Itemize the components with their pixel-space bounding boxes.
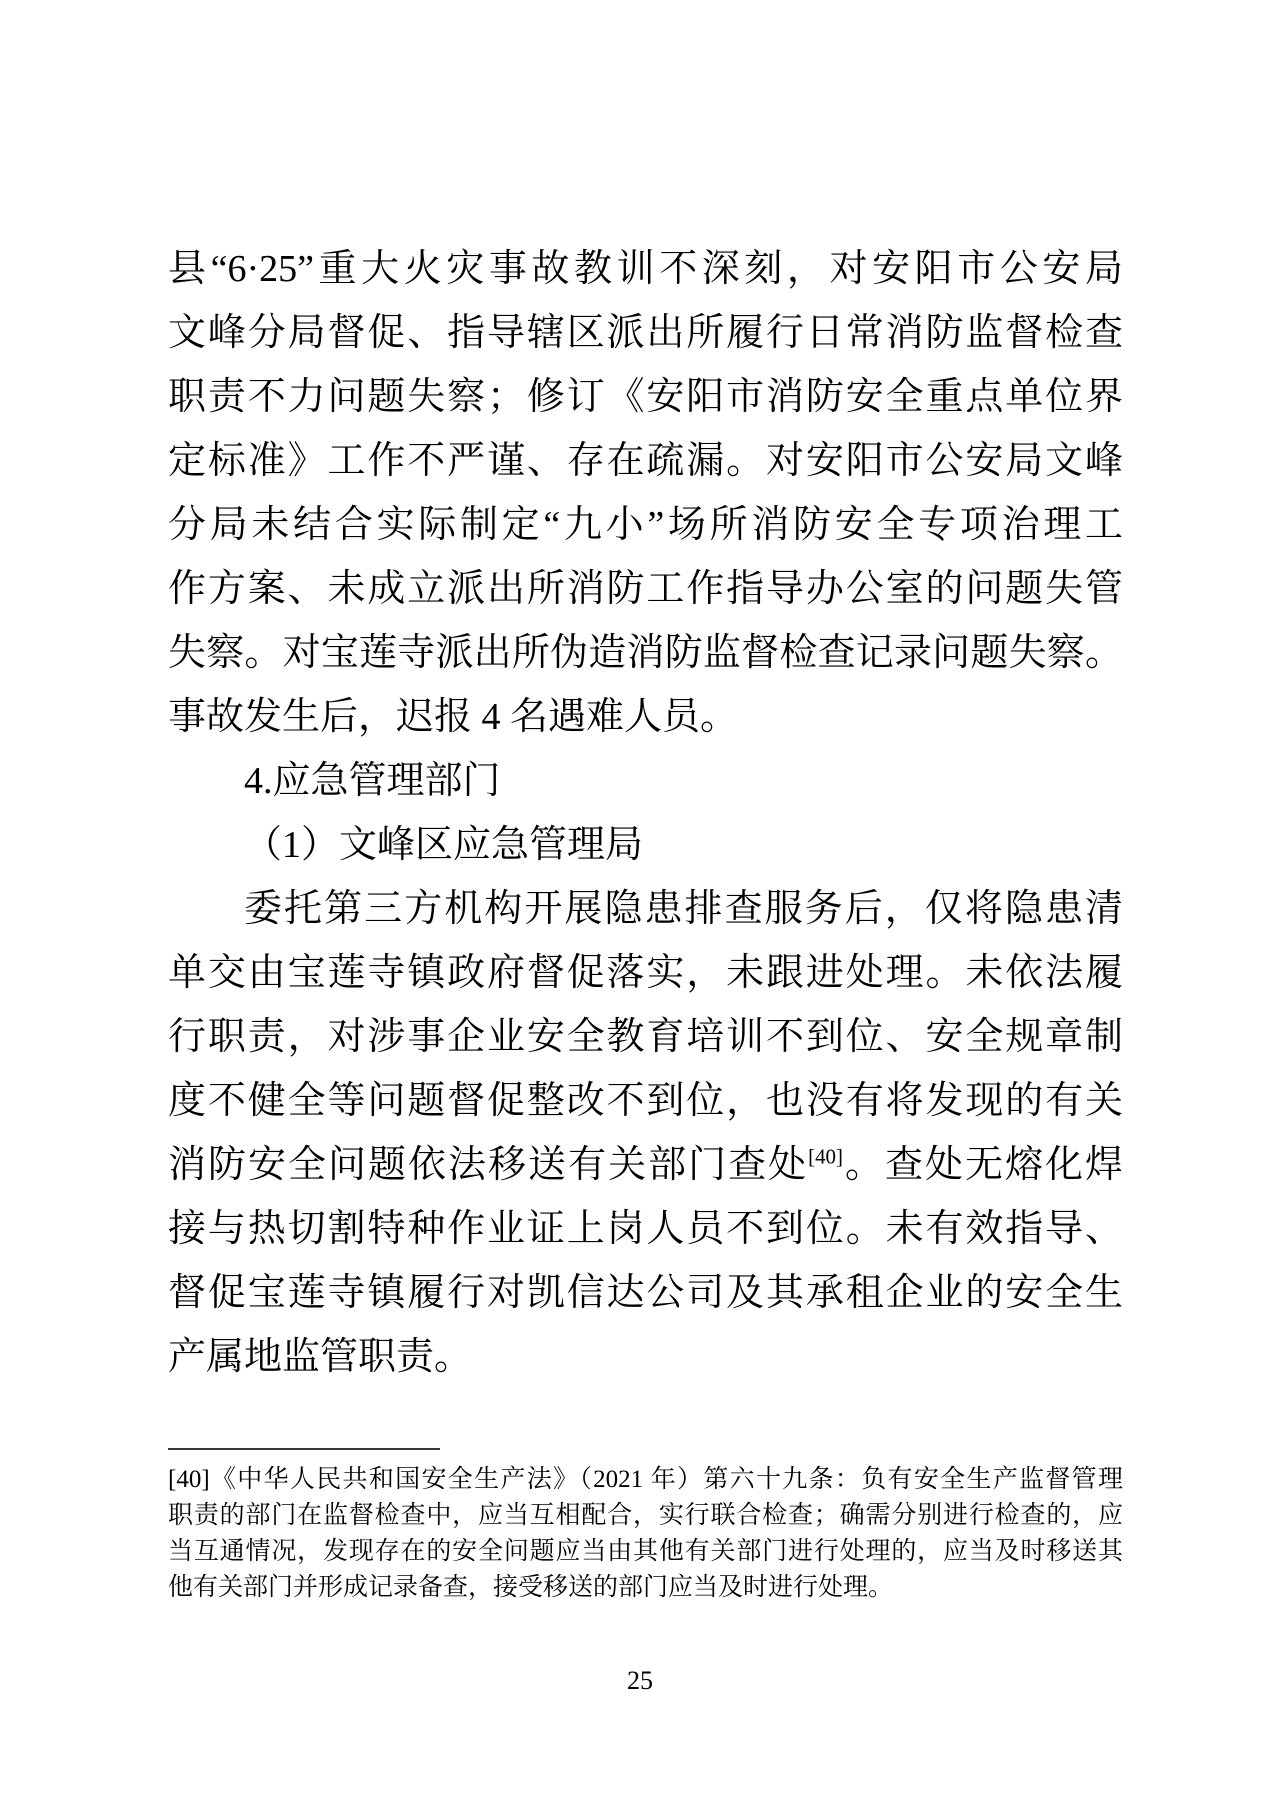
body-line: 县“6·25”重大火灾事故教训不深刻，对安阳市公安局 [168, 248, 1123, 290]
section-heading: 4.应急管理部门 [244, 760, 501, 802]
body-line: 产属地监管职责。 [168, 1336, 473, 1378]
subsection-heading: （1）文峰区应急管理局 [244, 824, 644, 866]
body-line: 行职责，对涉事企业安全教育培训不到位、安全规章制 [168, 1016, 1123, 1058]
footnote-line: [40]《中华人民共和国安全生产法》（2021 年）第六十九条：负有安全生产监督管理 [168, 1466, 1123, 1493]
page-number: 25 [627, 1666, 653, 1695]
body-line [168, 1133, 1123, 1197]
body-line: 度不健全等问题督促整改不到位，也没有将发现的有关 [168, 1080, 1123, 1122]
body-line: 文峰分局督促、指导辖区派出所履行日常消防监督检查 [168, 312, 1123, 354]
body-line: 分局未结合实际制定“九小”场所消防安全专项治理工 [168, 504, 1123, 546]
body-line: 单交由宝莲寺镇政府督促落实，未跟进处理。未依法履 [168, 952, 1123, 994]
footnote-line: 他有关部门并形成记录备查，接受移送的部门应当及时进行处理。 [168, 1574, 894, 1601]
body-line: 失察。对宝莲寺派出所伪造消防监督检查记录问题失察。 [168, 632, 1123, 674]
body-line-segment: 。查处无熔化焊 [842, 1144, 1123, 1186]
footnote-block [168, 1462, 1123, 1606]
body-text-block [168, 237, 1123, 1389]
body-line: 委托第三方机构开展隐患排查服务后，仅将隐患清 [244, 888, 1123, 930]
footnote-separator [168, 1448, 440, 1450]
body-line: 督促宝莲寺镇履行对凯信达公司及其承租企业的安全生 [168, 1272, 1123, 1314]
body-line-segment: 消防安全问题依法移送有关部门查处 [168, 1144, 809, 1186]
body-line: 作方案、未成立派出所消防工作指导办公室的问题失管 [168, 568, 1123, 610]
footnote-reference-40: [40] [808, 1144, 843, 1169]
body-line: 接与热切割特种作业证上岗人员不到位。未有效指导、 [168, 1208, 1123, 1250]
footnote-line: 当互通情况，发现存在的安全问题应当由其他有关部门进行处理的，应当及时移送其 [168, 1538, 1123, 1565]
body-line: 事故发生后，迟报 4 名遇难人员。 [168, 696, 739, 738]
footnote-line: 职责的部门在监督检查中，应当互相配合，实行联合检查；确需分别进行检查的，应 [168, 1502, 1123, 1529]
body-line: 职责不力问题失察；修订《安阳市消防安全重点单位界 [168, 376, 1123, 418]
body-line: 定标准》工作不严谨、存在疏漏。对安阳市公安局文峰 [168, 440, 1123, 482]
